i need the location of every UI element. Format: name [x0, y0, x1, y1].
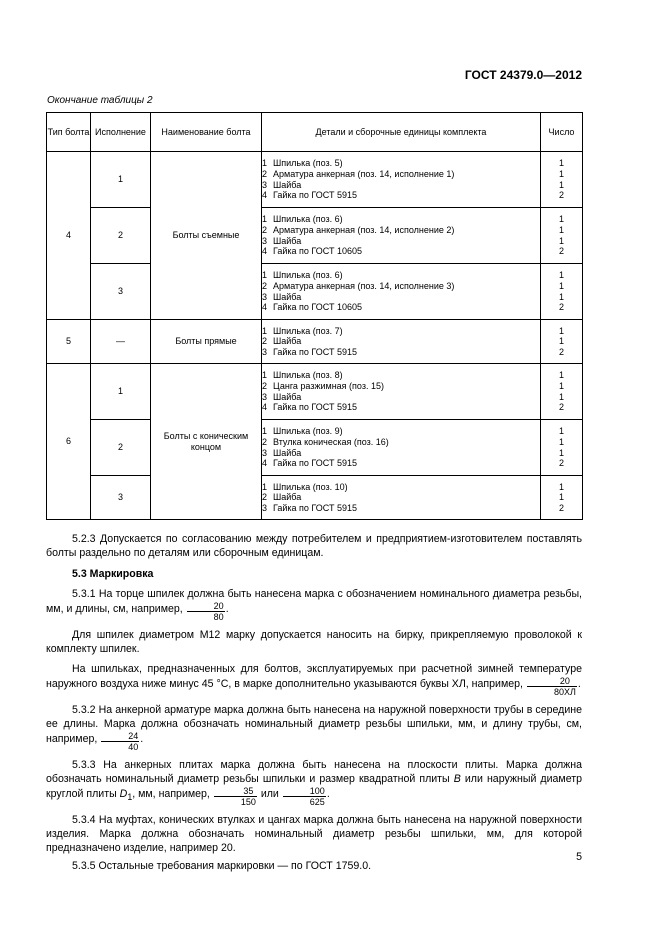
part-name: Шпилька (поз. 8) [273, 370, 343, 381]
part-number: 2 [262, 436, 268, 447]
part-line [262, 225, 540, 236]
count-value: 1 [558, 158, 564, 169]
part-line [262, 180, 540, 191]
part-number: 3 [262, 235, 268, 246]
part-number: 4 [262, 246, 268, 257]
part-name: Втулка коническая (поз. 16) [273, 436, 389, 447]
part-number: 1 [262, 370, 268, 381]
part-line [262, 370, 540, 381]
part-number: 4 [262, 458, 268, 469]
part-name: Гайка по ГОСТ 5915 [273, 458, 358, 469]
fraction-example-3: $\frac{24}{40}$ [101, 731, 139, 752]
count-cell [541, 208, 583, 264]
part-line [262, 392, 540, 403]
part-name: Шайба [273, 179, 302, 190]
body-text [46, 532, 582, 873]
count-value: 1 [558, 224, 564, 235]
part-name: Арматура анкерная (поз. 14, исполнение 3) [273, 280, 455, 291]
bolt-name-cell: Болты прямые [151, 320, 262, 364]
part-number: 1 [262, 158, 268, 169]
version-cell: 2 [91, 420, 151, 476]
count-cell [541, 320, 583, 364]
part-number: 3 [262, 179, 268, 190]
paragraph-5-3-4: 5.3.4 На муфтах, конических втулках и цангах марка должна быть нанесена на наружной поверхности изделия. Марка должна обозначать номинальный диаметр резьбы шпильки, мм, для которой предназначено изделие, например 20. [46, 814, 582, 854]
part-line [262, 270, 540, 281]
count-value: 1 [558, 492, 564, 503]
count-value: 1 [558, 370, 564, 381]
part-line [262, 326, 540, 337]
table-row [47, 320, 583, 364]
version-cell: 1 [91, 364, 151, 420]
count-value: 2 [558, 458, 564, 469]
count-value: 1 [558, 270, 564, 281]
part-number: 4 [262, 302, 268, 313]
part-line [262, 246, 540, 257]
count-value: 1 [558, 325, 564, 336]
part-name: Шпилька (поз. 10) [273, 481, 348, 492]
parts-cell [262, 208, 541, 264]
version-cell: 2 [91, 208, 151, 264]
part-line [262, 236, 540, 247]
version-cell: — [91, 320, 151, 364]
parts-cell [262, 152, 541, 208]
count-value: 1 [558, 481, 564, 492]
paragraph-5-3-1-cold: На шпильках, предназначенных для болтов, эксплуатируемых при расчетной зимней температуре наружного воздуха ниже минус 45 °С, в марке дополнительно указываются буквы ХЛ, например, $\frac{20}{80ХЛ}$ . [46, 663, 582, 697]
count-value: 1 [558, 280, 564, 291]
count-value: 2 [558, 402, 564, 413]
part-number: 4 [262, 190, 268, 201]
table-row [47, 364, 583, 420]
header-name: Наименование болта [151, 113, 262, 152]
count-value: 2 [558, 346, 564, 357]
part-name: Шайба [273, 492, 302, 503]
table-row [47, 264, 583, 320]
part-name: Шпилька (поз. 5) [273, 158, 343, 169]
part-name: Гайка по ГОСТ 5915 [273, 502, 358, 513]
count-value: 2 [558, 190, 564, 201]
part-number: 3 [262, 502, 268, 513]
table-header-row [47, 113, 583, 152]
count-value: 1 [558, 291, 564, 302]
paragraph-5-3-1-tag: Для шпилек диаметром М12 марку допускается наносить на бирку, прикрепляемую проволокой к комплекту шпилек. [46, 629, 582, 655]
part-name: Гайка по ГОСТ 10605 [273, 302, 363, 313]
parts-cell [262, 364, 541, 420]
part-line [262, 426, 540, 437]
bolt-type-cell: 4 [47, 152, 91, 320]
count-value: 1 [558, 235, 564, 246]
part-line [262, 336, 540, 347]
part-name: Шпилька (поз. 7) [273, 325, 343, 336]
count-value: 1 [558, 214, 564, 225]
part-name: Цанга разжимная (поз. 15) [273, 380, 384, 391]
table-caption: Окончание таблицы 2 [47, 95, 153, 106]
count-cell [541, 264, 583, 320]
part-name: Гайка по ГОСТ 10605 [273, 246, 363, 257]
part-name: Шпилька (поз. 9) [273, 426, 343, 437]
part-line [262, 214, 540, 225]
part-name: Гайка по ГОСТ 5915 [273, 346, 358, 357]
count-cell [541, 152, 583, 208]
part-line [262, 482, 540, 493]
part-line [262, 448, 540, 459]
part-name: Шайба [273, 336, 302, 347]
part-line [262, 437, 540, 448]
paragraph-5-3-5: 5.3.5 Остальные требования маркировки — по ГОСТ 1759.0. [72, 860, 372, 872]
paragraph-5-3-1: 5.3.1 На торце шпилек должна быть нанесена марка с обозначением номинального диаметра резьбы, мм, и длины, см, например, $\frac{20}{80}$ . [46, 588, 582, 622]
bolt-name-cell: Болты съемные [151, 152, 262, 320]
count-value: 2 [558, 246, 564, 257]
parts-cell [262, 476, 541, 520]
part-number: 3 [262, 291, 268, 302]
table-row [47, 476, 583, 520]
part-line [262, 503, 540, 514]
part-line [262, 381, 540, 392]
part-number: 2 [262, 168, 268, 179]
fraction-example-1: $\frac{20}{80}$ [187, 601, 225, 622]
version-cell: 3 [91, 476, 151, 520]
table-row [47, 152, 583, 208]
count-value: 2 [558, 502, 564, 513]
count-value: 1 [558, 336, 564, 347]
version-cell: 3 [91, 264, 151, 320]
bolt-type-cell: 5 [47, 320, 91, 364]
part-number: 1 [262, 426, 268, 437]
parts-cell [262, 420, 541, 476]
part-line [262, 492, 540, 503]
part-number: 4 [262, 402, 268, 413]
part-name: Шайба [273, 447, 302, 458]
part-name: Гайка по ГОСТ 5915 [273, 402, 358, 413]
count-value: 1 [558, 447, 564, 458]
part-name: Шпилька (поз. 6) [273, 214, 343, 225]
part-number: 3 [262, 391, 268, 402]
count-value: 1 [558, 391, 564, 402]
header-version: Исполнение [91, 113, 151, 152]
bolt-name-cell: Болты с коническим концом [151, 364, 262, 520]
count-cell [541, 364, 583, 420]
paragraph-5-3-3: 5.3.3 На анкерных плитах марка должна быть нанесена на плоскости плиты. Марка должна обозначать номинальный диаметр резьбы шпильки и размер квадратной плиты В или наружный диаметр круглой плиты $D_1$, мм, например, $\frac{35}{150}$ или $\frac{100}{625}$ . [46, 759, 582, 807]
part-number: 2 [262, 280, 268, 291]
part-name: Шайба [273, 291, 302, 302]
part-name: Арматура анкерная (поз. 14, исполнение 1) [273, 168, 455, 179]
header-type: Тип болта [47, 113, 91, 152]
part-number: 1 [262, 270, 268, 281]
part-number: 1 [262, 325, 268, 336]
part-number: 3 [262, 346, 268, 357]
bolt-kit-table [46, 112, 583, 520]
document-code: ГОСТ 24379.0—2012 [464, 68, 582, 82]
count-value: 1 [558, 426, 564, 437]
part-number: 1 [262, 481, 268, 492]
part-name: Арматура анкерная (поз. 14, исполнение 2) [273, 224, 455, 235]
paragraph-5-3-2: 5.3.2 На анкерной арматуре марка должна быть нанесена на наружной поверхности трубы в середине ее длины. Марка должна обозначать номинальный диаметр резьбы шпильки, мм, и длину трубы, см, например, $\frac{24}{40}$ . [46, 704, 582, 752]
part-line [262, 292, 540, 303]
count-value: 1 [558, 380, 564, 391]
part-line [262, 302, 540, 313]
bolt-type-cell: 6 [47, 364, 91, 520]
part-number: 2 [262, 224, 268, 235]
part-line [262, 347, 540, 358]
part-name: Гайка по ГОСТ 5915 [273, 190, 358, 201]
fraction-example-2: $\frac{20}{80ХЛ}$ [527, 676, 577, 697]
parts-cell [262, 264, 541, 320]
part-line [262, 158, 540, 169]
fraction-example-5: $\frac{100}{625}$ [283, 786, 326, 807]
part-name: Шайба [273, 391, 302, 402]
table-row [47, 420, 583, 476]
fraction-example-4: $\frac{35}{150}$ [214, 786, 257, 807]
count-value: 1 [558, 179, 564, 190]
header-parts: Детали и сборочные единицы комплекта [262, 113, 541, 152]
part-name: Шпилька (поз. 6) [273, 270, 343, 281]
part-line [262, 402, 540, 413]
part-line [262, 169, 540, 180]
paragraph-5-2-3: 5.2.3 Допускается по согласованию между потребителем и предприятием-изготовителем поставлять болты раздельно по деталям или сборочным единицам. [46, 533, 582, 559]
part-line [262, 190, 540, 201]
part-number: 2 [262, 380, 268, 391]
part-number: 2 [262, 492, 268, 503]
part-number: 1 [262, 214, 268, 225]
page-number: 5 [576, 851, 582, 863]
part-number: 2 [262, 336, 268, 347]
count-cell [541, 420, 583, 476]
part-line [262, 281, 540, 292]
section-5-3-heading: 5.3 Маркировка [72, 568, 154, 580]
version-cell: 1 [91, 152, 151, 208]
count-cell [541, 476, 583, 520]
count-value: 2 [558, 302, 564, 313]
table-body [47, 152, 583, 520]
part-line [262, 458, 540, 469]
parts-cell [262, 320, 541, 364]
part-number: 3 [262, 447, 268, 458]
header-count: Число [541, 113, 583, 152]
count-value: 1 [558, 436, 564, 447]
table-row [47, 208, 583, 264]
count-value: 1 [558, 168, 564, 179]
part-name: Шайба [273, 235, 302, 246]
